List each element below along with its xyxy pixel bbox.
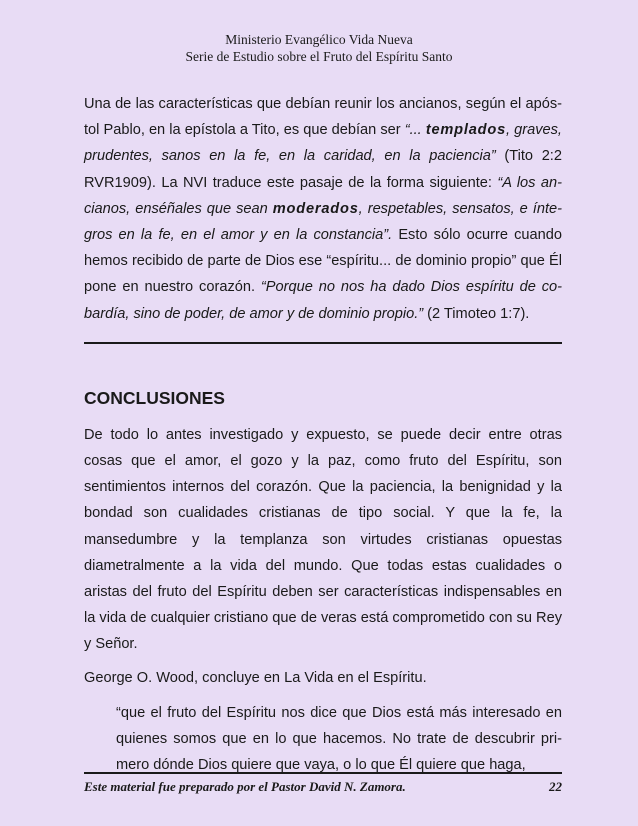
para1-quote-2-rest: , respetables, sensatos, e ínte-gros en la fe, en el amor y en la constancia”. [84,200,562,244]
section-divider [84,342,562,344]
para1-text-3: Esto sólo ocurre cuando hemos recibido de parte de Dios ese “espíritu... de dominio propio” que Él pone en nuestro corazón. [84,227,563,296]
header-ministry-name: Ministerio Evangélico Vida Nueva [225,32,413,47]
para1-quote-1-open: “... [404,122,426,139]
paragraph-conclusiones: De todo lo antes investigado y expuesto, se puede decir entre otras cosas que el amor, el gozo y la paz, como fruto del Espíritu, son sentimientos internos del corazón. Que la paciencia, la benignidad y la bondad son cualidades cristianas de tipo social. Y que la fe, la mansedumbre y la templanza son virtudes cristianas opuestas diametralmente a la vida del mundo. Que todas estas cualidades o aristas del fruto del Espíritu deben ser características indispensables en la vida de cualquier cristiano que de veras está comprometido con su Rey y Señor. [84,426,562,653]
paragraph-ancianos [84,91,562,327]
para1-quote-2-emphasis: moderados [272,200,359,217]
block-quote: “que el fruto del Espíritu nos dice que Dios está más interesado en quienes somos que en lo que hacemos. No trate de descubrir pri-mero dónde Dios quiere que vaya, o lo que Él quiere que haga, [116,704,562,774]
para1-text-4: (2 Timoteo 1:7). [423,305,530,322]
section-heading: CONCLUSIONES [84,387,225,408]
page-footer [84,772,562,795]
page-number: 22 [549,779,562,794]
para1-quote-3: “Porque no nos ha dado Dios espíritu de co-bardía, sino de poder, de amor y de dominio propio.” [84,279,562,322]
paragraph-wood: George O. Wood, concluye en La Vida en el Espíritu. [84,669,427,686]
para1-text-2: (Tito 2:2 RVR1909). La NVI traduce este pasaje de la forma siguiente: [84,148,562,191]
footer-credit: Este material fue preparado por el Pastor David N. Zamora. [84,779,406,794]
para1-quote-1-emphasis: templados [425,122,506,139]
para1-quote-1-rest: , graves, prudentes, sanos en la fe, en la caridad, en la paciencia” [84,122,562,165]
header-series-title: Serie de Estudio sobre el Fruto del Espíritu Santo [185,49,453,64]
page-content [84,91,562,778]
para1-text-1: Una de las características que debían reunir los ancianos, según el após-tol Pablo, en la epístola a Tito, es que debían ser [84,96,562,139]
page-header [0,31,638,65]
para1-quote-2-open: “A los an-cianos, enséñales que sean [84,174,562,217]
